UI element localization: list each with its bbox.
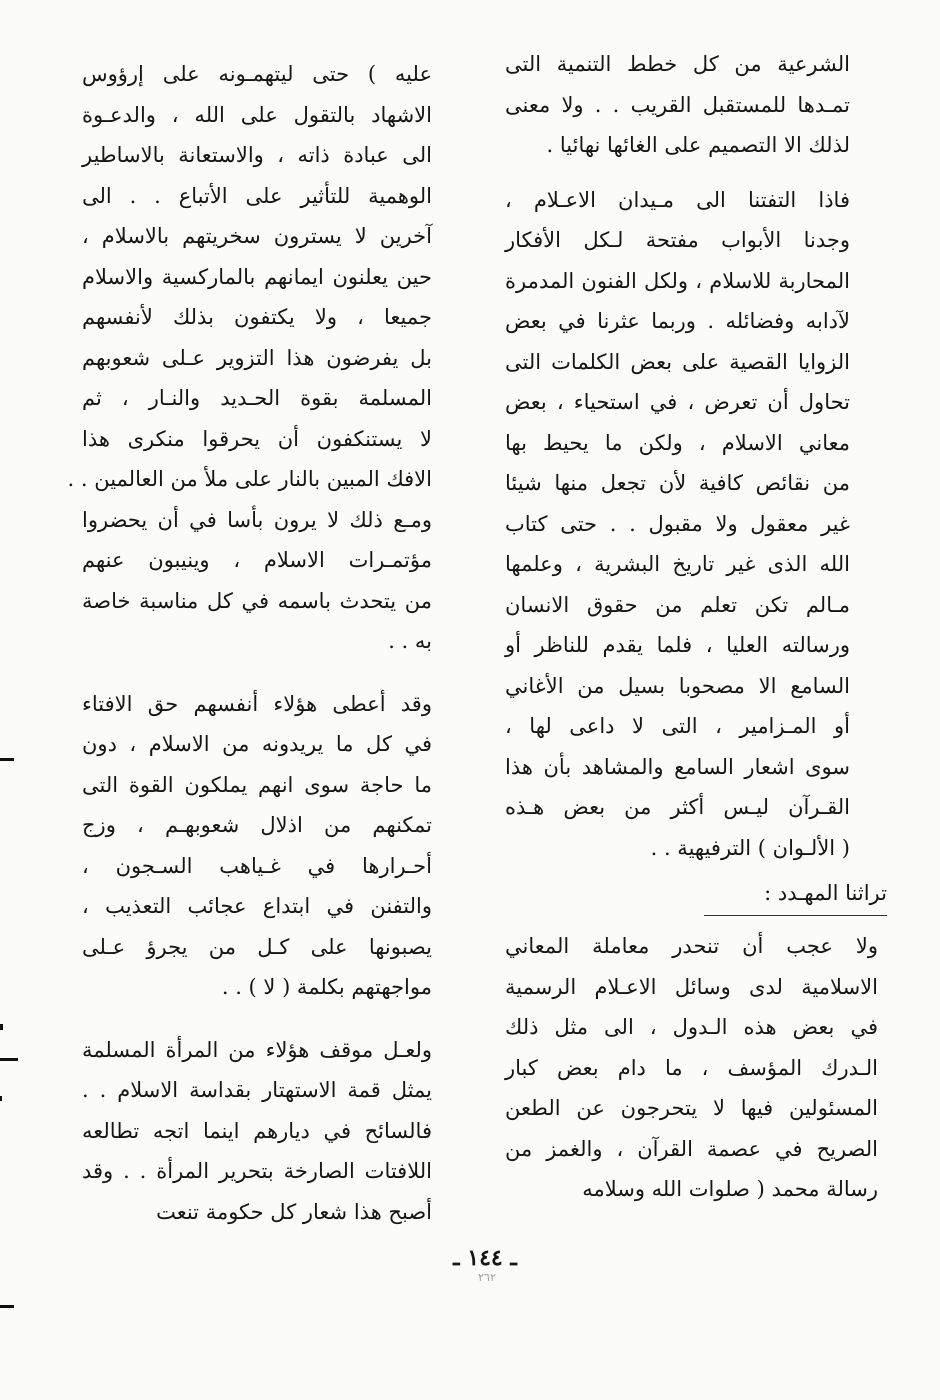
text-line: الى عبادة ذاته ، والاستعانة بالاساطير — [82, 143, 432, 167]
text-line: الاشهاد بالتقول على الله ، والدعـوة — [82, 102, 432, 127]
text-line: يمثل قمة الاستهتار بقداسة الاسلام . . — [82, 1078, 432, 1102]
heading-underline — [704, 915, 887, 916]
text-line: لآدابه وفضائله . وربما عثرنا في بعض — [505, 309, 850, 333]
text-line: المحاربة للاسلام ، ولكل الفنون المدمرة — [505, 268, 850, 293]
section-heading — [505, 873, 887, 913]
text-line: فاذا التفتنا الى مـيدان الاعـلام ، — [505, 187, 850, 212]
text-line: عليه ) حتى ليتهمـونه على إرؤوس — [82, 62, 432, 86]
text-line: الـدرك المؤسف ، ما دام بعض كبار — [505, 1055, 878, 1080]
text-line: ومـع ذلك لا يرون بأسا في أن يحضروا — [82, 507, 432, 532]
text-line: حين يعلنون ايمانهم بالماركسية والاسلام — [82, 264, 432, 289]
text-line: ( الألـوان ) الترفيهية . . — [650, 835, 850, 860]
text-line: الصريح في عصمة القرآن ، والغمز من — [505, 1136, 878, 1161]
text-line: وجدنا الأبواب مفتحة لـكل الأفكار — [505, 228, 850, 252]
text-line: معاني الاسلام ، ولكن ما يحيط بها — [505, 430, 850, 455]
text-line: الزوايا القصية على بعض الكلمات التى — [505, 349, 850, 374]
text-line: اللافتات الصارخة بتحرير المرأة . . وقد — [82, 1159, 432, 1183]
text-line: ما حاجة سوى انهم يملكون القوة التى — [82, 772, 432, 797]
text-line: به . . — [388, 629, 432, 653]
paragraph — [82, 1030, 432, 1233]
text-line: القـرآن ليـس أكثر من بعض هـذه — [505, 795, 850, 819]
text-line: سوى اشعار السامع والمشاهد بأن هذا — [505, 754, 850, 779]
paragraph — [82, 684, 432, 1008]
text-line: بل يفرضون هذا التزوير عـلى شعوبهم — [82, 345, 432, 370]
text-line: الاسلامية لدى وسائل الاعـلام الرسمية — [505, 974, 878, 999]
text-line: جميعا ، ولا يكتفون بذلك لأنفسهم — [82, 305, 432, 329]
margin-mark — [0, 1024, 3, 1030]
text-line: ورسالته العليا ، فلما يقدم للناظر أو — [505, 633, 850, 657]
text-line: ولا عجب أن تنحدر معاملة المعاني — [505, 934, 878, 958]
text-line: رسالة محمد ( صلوات الله وسلامه — [582, 1177, 878, 1201]
text-line: آخرين لا يسترون سخريتهم بالاسلام ، — [82, 224, 432, 248]
text-line: تمـدها للمستقبل القريب . . ولا معنى — [505, 92, 850, 117]
paragraph — [505, 44, 850, 166]
margin-mark — [0, 758, 14, 761]
text-line: الله الذى غير تاريخ البشرية ، وعلمها — [505, 552, 850, 576]
text-line: لذلك الا التصميم على الغائها نهائيا . — [546, 133, 850, 157]
margin-mark — [0, 1058, 18, 1061]
paragraph — [505, 180, 850, 869]
margin-mark — [0, 1096, 2, 1101]
left-column — [67, 54, 432, 1232]
text-line: مؤتمـرات الاسلام ، وينيبون عنهم — [82, 548, 432, 572]
page-number-faint: ٢٦٢ — [478, 1271, 496, 1284]
text-line: فالسائح في ديارهم اينما اتجه تطالعه — [82, 1118, 432, 1143]
text-line: أصبح هذا شعار كل حكومة تنعت — [156, 1199, 432, 1224]
text-line: مواجهتهم بكلمة ( لا ) . . — [221, 975, 432, 999]
text-line: وقد أعطى هؤلاء أنفسهم حق الافتاء — [82, 691, 432, 716]
text-line: غير معقول ولا مقبول . . حتى كتاب — [505, 511, 850, 536]
text-line: والتفنن في ابتداع عجائب التعذيب ، — [82, 894, 432, 918]
section-heading-text: تراثنا المهـدد : — [764, 881, 887, 905]
text-line: تحاول أن تعرض ، في استحياء ، بعض — [505, 390, 850, 414]
text-line: تمكنهم من اذلال شعوبهـم ، وزج — [82, 813, 432, 837]
text-line: يصبونها على كـل من يجرؤ عـلى — [82, 934, 432, 959]
right-column-continued — [505, 926, 878, 1210]
text-line: في كل ما يريدونه من الاسلام ، دون — [82, 732, 432, 756]
text-line: لا يستنكفون أن يحرقوا منكرى هذا — [82, 426, 432, 451]
text-line: السامع الا مصحوبا بسيل من الأغاني — [505, 673, 850, 698]
paragraph — [67, 54, 432, 662]
page-number: ـ ١٤٤ ـ — [453, 1245, 517, 1271]
text-line: الافك المبين بالنار على ملأ من العالمين . . — [67, 467, 432, 491]
paragraph — [505, 926, 878, 1210]
text-line: مـالم تكن تعلم من حقوق الانسان — [505, 592, 850, 617]
text-line: في بعض هذه الـدول ، الى مثل ذلك — [505, 1015, 878, 1039]
text-line: أحـرارها في غـياهب السـجون ، — [82, 853, 432, 878]
text-line: الشرعية من كل خطط التنمية التى — [505, 52, 850, 76]
margin-mark — [0, 1305, 14, 1308]
text-line: من يتحدث باسمه في كل مناسبة خاصة — [82, 588, 432, 613]
text-line: أو المـزامير ، التى لا داعى لها ، — [505, 714, 850, 738]
text-line: من نقائص كافية لأن تجعل منها شيئا — [505, 471, 850, 495]
text-line: المسئولين فيها لا يتحرجون عن الطعن — [505, 1096, 878, 1120]
text-line: الوهمية للتأثير على الأتباع . . الى — [82, 183, 432, 208]
text-line: المسلمة بقوة الحـديد والنـار ، ثم — [82, 386, 432, 410]
right-column — [505, 44, 850, 868]
text-line: ولعـل موقف هؤلاء من المرأة المسلمة — [82, 1037, 432, 1062]
